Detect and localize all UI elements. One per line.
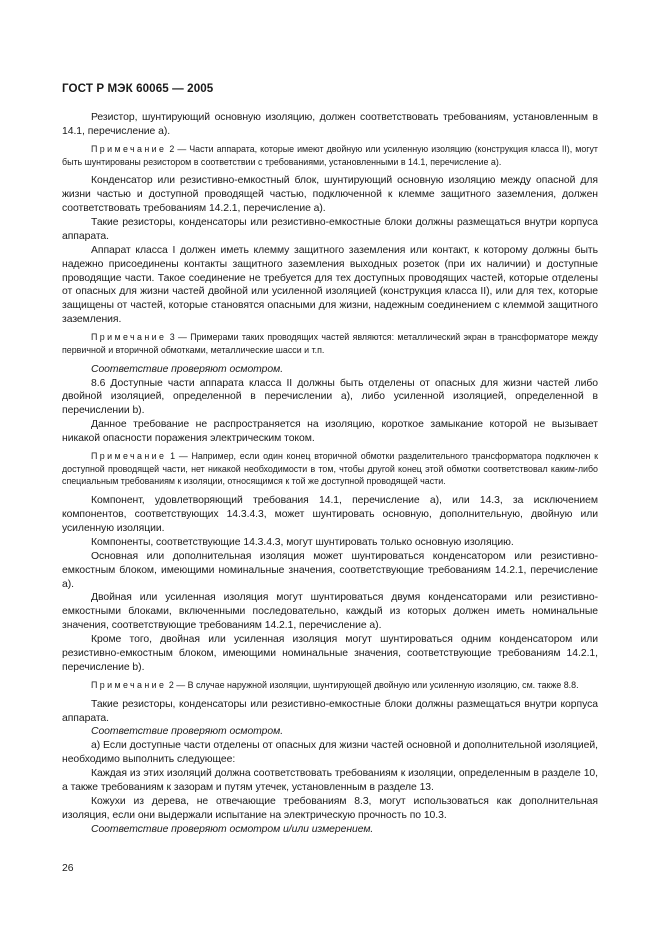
note-text: 1 — Например, если один конец вторичной обмотки разделительного трансформатора подключен к доступной проводящей части, нет никакой необходимости в том, чтобы другой конец этой обмотки соответствовал каким-либо специальным требованиям к изоляции, относящимся к той же доступной проводящей части. <box>62 451 598 487</box>
compliance-check: Соответствие проверяют осмотром. <box>91 363 284 375</box>
paragraph: Аппарат класса I должен иметь клемму защитного заземления или контакт, к которому должны быть надежно присоединены контакты защитного заземления выходных розеток (при их наличии) и доступные проводящие части. Такое соединение не требуется для тех доступных проводящих частей, которые отделены от опасных для жизни частей двойной или усиленной изоляцией (конструкция класса II), или для тех, которые защищены от частей, которые становятся опасными для жизни, надежным соединением с клеммой защитного заземления. <box>62 244 598 326</box>
paragraph: Кожухи из дерева, не отвечающие требованиям 8.3, могут использоваться как дополнительная изоляция, если они выдержали испытание на электрическую прочность по 10.3. <box>62 795 598 821</box>
note-text: 3 — Примерами таких проводящих частей являются: металлический экран в трансформаторе между первичной и вторичной обмотками, металлические шасси и т.п. <box>62 332 598 355</box>
paragraph: Резистор, шунтирующий основную изоляцию, должен соответствовать требованиям, установленным в 14.1, перечисление а). <box>62 112 598 137</box>
compliance-check: Соответствие проверяют осмотром и/или измерением. <box>91 823 374 835</box>
paragraph: Компоненты, соответствующие 14.3.4.3, могут шунтировать только основную изоляцию. <box>91 536 514 548</box>
note-text: 2 — Части аппарата, которые имеют двойную или усиленную изоляцию (конструкция класса II), могут быть шунтированы резистором в соответствии с требованиями, установленными в 14.1, перечисление а). <box>62 143 598 167</box>
paragraph: Конденсатор или резистивно-емкостный блок, шунтирующий основную изоляцию между опасной для жизни частью и доступной проводящей частью, подключенной к клемме защитного заземления, должен соответствовать требованиям 14.2.1, перечисление а). <box>62 175 598 215</box>
note-label: Примечание <box>91 679 167 690</box>
note-label: Примечание <box>91 143 167 154</box>
note <box>62 331 598 356</box>
paragraph: Данное требование не распространяется на изоляцию, короткое замыкание которой не вызывает никакой опасности поражения электрическим током. <box>62 419 598 445</box>
paragraph: Каждая из этих изоляций должна соответствовать требованиям к изоляции, определенным в разделе 10, а также требованиям к зазорам и путям утечек, установленным в разделе 13. <box>62 768 598 794</box>
paragraph: Основная или дополнительная изоляция может шунтироваться конденсатором или резистивно-емкостным блоком, имеющими номинальные значения, соответствующие требованиям 14.2.1, перечисление а). <box>62 550 598 590</box>
paragraph: 8.6 Доступные части аппарата класса II должны быть отделены от опасных для жизни частей либо двойной изоляцией, определенной в перечислении а), либо усиленной изоляцией, определенной в перечислении b). <box>62 377 598 417</box>
document-body <box>62 111 598 837</box>
note <box>62 143 598 168</box>
document-header: ГОСТ Р МЭК 60065 — 2005 <box>62 82 214 95</box>
paragraph: а) Если доступные части отделены от опасных для жизни частей основной и дополнительной изоляцией, необходимо выполнить следующее: <box>62 740 598 766</box>
compliance-check: Соответствие проверяют осмотром. <box>91 726 284 738</box>
page-number: 26 <box>62 863 74 874</box>
note-text: 2 — В случае наружной изоляции, шунтирующей двойную или усиленную изоляцию, см. также 8.8. <box>166 679 579 690</box>
paragraph: Кроме того, двойная или усиленная изоляция могут шунтироваться одним конденсатором или резистивно-емкостным блоком, имеющими номинальные значения, соответствующие требованиям 14.2.1, перечисление b). <box>62 634 598 674</box>
paragraph: Такие резисторы, конденсаторы или резистивно-емкостные блоки должны размещаться внутри корпуса аппарата. <box>62 698 598 724</box>
paragraph: Такие резисторы, конденсаторы или резистивно-емкостные блоки должны размещаться внутри корпуса аппарата. <box>62 216 598 242</box>
note-label: Примечание <box>91 451 167 462</box>
note <box>62 679 598 692</box>
paragraph: Двойная или усиленная изоляция могут шунтироваться двумя конденсаторами или резистивно-емкостными блоками, включенными последовательно, каждый из которых должен иметь номинальные значения, соответствующие требованиям 14.2.1, перечисление а). <box>62 592 598 632</box>
document-page <box>62 0 598 936</box>
paragraph: Компонент, удовлетворяющий требования 14.1, перечисление а), или 14.3, за исключением компонентов, соответствующих 14.3.4.3, может шунтировать основную, дополнительную, двойную или усиленную изоляции. <box>62 495 598 534</box>
note <box>62 450 598 488</box>
note-label: Примечание <box>91 332 167 343</box>
